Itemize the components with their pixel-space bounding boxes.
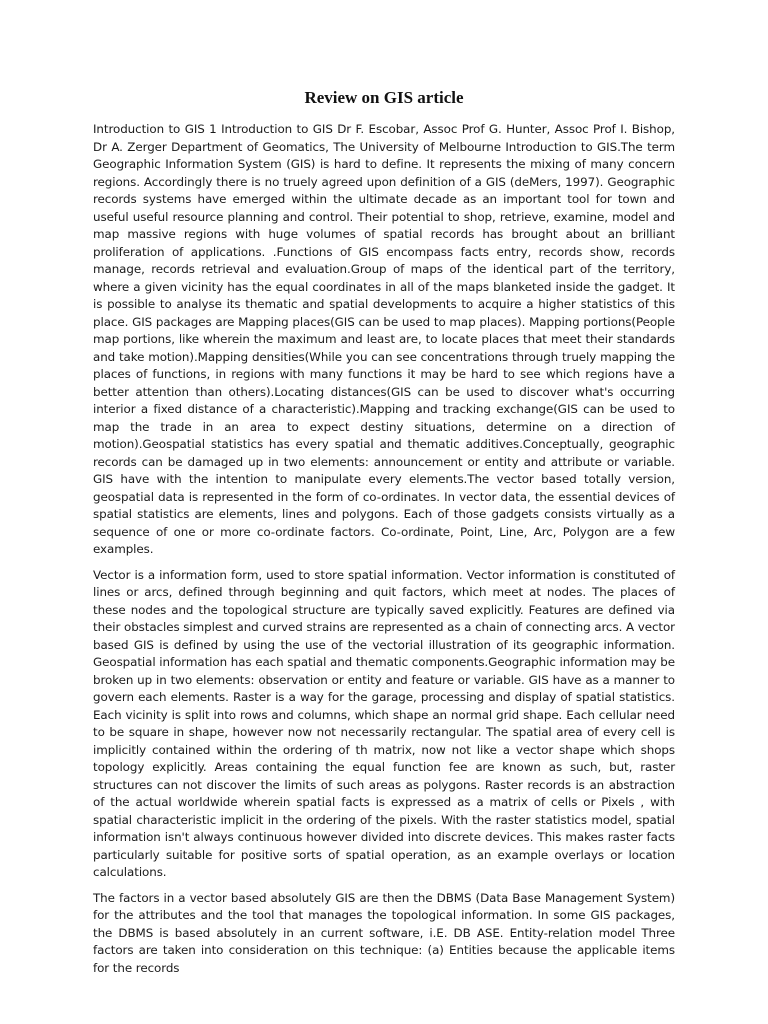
paragraph-1: Introduction to GIS 1 Introduction to GIS Dr F. Escobar, Assoc Prof G. Hunter, Assoc Prof I. Bishop, Dr A. Zerger Department of Geomatics, The University of Melbourne Introduction to GIS.The term Geographic Information System (GIS) is hard to define. It represents the mixing of many concern regions. Accordingly there is no truely agreed upon definition of a GIS (deMers, 1997). Geographic records systems have emerged within the ultimate decade as an important tool for town and useful useful resource planning and control. Their potential to shop, retrieve, examine, model and map massive regions with huge volumes of spatial records has brought about an brilliant proliferation of applications. .Functions of GIS encompass facts entry, records show, records manage, records retrieval and evaluation.Group of maps of the identical part of the territory, where a given vicinity has the equal coordinates in all of the maps blanketed inside the gadget. It is possible to analyse its thematic and spatial developments to acquire a higher statistics of this place. GIS packages are Mapping places(GIS can be used to map places). Mapping portions(People map portions, like wherein the maximum and least are, to locate places that meet their standards and take motion).Mapping densities(While you can see concentrations through truely mapping the places of functions, in regions with many functions it may be hard to see which regions have a better attention than others).Locating distances(GIS can be used to discover what's occurring interior a fixed distance of a characteristic).Mapping and tracking exchange(GIS can be used to map the trade in an area to expect destiny situations, determine on a direction of motion).Geospatial statistics has every spatial and thematic additives.Conceptually, geographic records can be damaged up in two elements: announcement or entity and attribute or variable. GIS have with the intention to manipulate every elements.The vector based totally version, geospatial data is represented in the form of co-ordinates. In vector data, the essential devices of spatial statistics are elements, lines and polygons. Each of those gadgets consists virtually as a sequence of one or more co-ordinate factors. Co-ordinate, Point, Line, Arc, Polygon are a few examples.: [93, 122, 675, 556]
document-body: [93, 121, 675, 985]
paragraph-3: The factors in a vector based absolutely GIS are then the DBMS (Data Base Management System) for the attributes and the tool that manages the topological information. In some GIS packages, the DBMS is based absolutely in an current software, i.E. DB ASE. Entity-relation model Three factors are taken into consideration on this technique: (a) Entities because the applicable items for the records: [93, 890, 675, 975]
paragraph-2: Vector is a information form, used to store spatial information. Vector information is constituted of lines or arcs, defined through beginning and quit factors, which meet at nodes. The places of these nodes and the topological structure are typically saved explicitly. Features are defined via their obstacles simplest and curved strains are represented as a chain of connecting arcs. A vector based GIS is defined by using the use of the vectorial illustration of its geographic information. Geospatial information has each spatial and thematic components.Geographic information may be broken up in two elements: observation or entity and feature or variable. GIS have as a manner to govern each elements. Raster is a way for the garage, processing and display of spatial statistics. Each vicinity is split into rows and columns, which shape an normal grid shape. Each cellular need to be square in shape, however now not necessarily rectangular. The spatial area of every cell is implicitly contained within the ordering of th matrix, now not like a vector shape which shops topology explicitly. Areas containing the equal function fee are known as such, but, raster structures can not discover the limits of such areas as polygons. Raster records is an abstraction of the actual worldwide wherein spatial facts is expressed as a matrix of cells or Pixels , with spatial characteristic implicit in the ordering of the pixels. With the raster statistics model, spatial information isn't always continuous however divided into discrete devices. This makes raster facts particularly suitable for positive sorts of spatial operation, as an example overlays or location calculations.: [93, 567, 676, 879]
document-title: Review on GIS article: [304, 88, 464, 107]
